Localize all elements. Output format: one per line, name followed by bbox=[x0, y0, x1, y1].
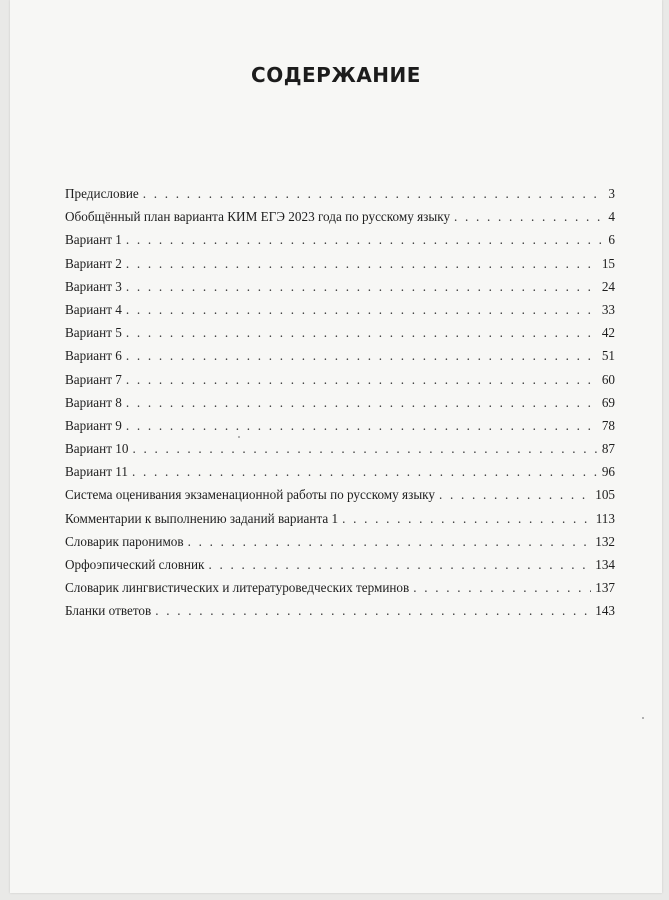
toc-entry bbox=[65, 603, 615, 626]
toc-entry-label: Предисловие bbox=[65, 186, 139, 201]
toc-entry-label: Вариант 2 bbox=[65, 255, 122, 271]
dot-leader bbox=[188, 534, 592, 550]
toc-entry-page: 24 bbox=[601, 278, 615, 294]
toc-entry-page: 96 bbox=[601, 464, 615, 480]
toc-entry bbox=[65, 232, 615, 255]
toc-entry bbox=[65, 279, 615, 302]
dot-leader bbox=[126, 418, 598, 434]
toc-entry-label: Вариант 11 bbox=[65, 464, 128, 480]
toc-entry-page: 137 bbox=[595, 580, 615, 596]
toc-entry-page: 113 bbox=[595, 510, 615, 526]
toc-entry-label: Комментарии к выполнению заданий варианта 1 bbox=[65, 510, 339, 526]
toc-entry-page: 42 bbox=[601, 325, 615, 341]
toc-entry-label: Словарик паронимов bbox=[65, 533, 184, 549]
toc-entry-label: Орфоэпический словник bbox=[65, 557, 205, 572]
toc-entry-page: 60 bbox=[601, 371, 615, 387]
table-of-contents bbox=[65, 186, 615, 627]
toc-entry-label: Словарик лингвистических и литературоведческих терминов bbox=[65, 580, 410, 596]
toc-entry bbox=[65, 256, 615, 279]
toc-entry bbox=[65, 395, 615, 418]
toc-entry bbox=[65, 209, 615, 232]
toc-entry-page: 6 bbox=[608, 232, 615, 248]
toc-entry-label: Вариант 10 bbox=[65, 441, 129, 457]
dot-leader bbox=[439, 487, 591, 503]
toc-entry-label: Вариант 3 bbox=[65, 278, 122, 294]
paper-speck bbox=[642, 717, 644, 719]
toc-entry-page: 51 bbox=[601, 348, 615, 364]
toc-entry bbox=[65, 302, 615, 325]
dot-leader bbox=[155, 603, 591, 619]
toc-entry-page: 33 bbox=[601, 301, 615, 317]
toc-entry bbox=[65, 186, 615, 209]
toc-entry-label: Бланки ответов bbox=[65, 603, 152, 619]
toc-entry-label: Обобщённый план варианта КИМ ЕГЭ 2023 года по русскому языку bbox=[65, 209, 451, 225]
dot-leader bbox=[454, 209, 604, 225]
dot-leader bbox=[126, 372, 598, 388]
toc-entry bbox=[65, 418, 615, 441]
toc-entry bbox=[65, 534, 615, 557]
dot-leader bbox=[208, 557, 591, 573]
page-title: СОДЕРЖАНИЕ bbox=[251, 63, 421, 87]
toc-entry-label: Вариант 9 bbox=[65, 417, 122, 433]
toc-entry bbox=[65, 511, 615, 534]
toc-entry-label: Вариант 6 bbox=[65, 348, 122, 364]
dot-leader bbox=[126, 232, 605, 248]
toc-entry bbox=[65, 372, 615, 395]
toc-entry bbox=[65, 580, 615, 603]
dot-leader bbox=[126, 302, 598, 318]
toc-entry-page: 134 bbox=[595, 557, 615, 572]
dot-leader bbox=[126, 256, 598, 272]
dot-leader bbox=[126, 325, 598, 341]
toc-entry bbox=[65, 464, 615, 487]
toc-entry-label: Вариант 5 bbox=[65, 325, 122, 341]
paper-speck bbox=[238, 436, 240, 438]
toc-entry-label: Система оценивания экзаменационной работы по русскому языку bbox=[65, 487, 435, 503]
toc-entry-page: 105 bbox=[595, 487, 615, 503]
toc-entry-page: 78 bbox=[601, 417, 615, 433]
dot-leader bbox=[126, 395, 598, 411]
toc-entry-page: 69 bbox=[601, 394, 615, 410]
toc-entry-page: 87 bbox=[601, 441, 615, 457]
toc-entry-page: 4 bbox=[608, 209, 615, 225]
toc-entry-page: 3 bbox=[608, 186, 615, 201]
toc-entry bbox=[65, 441, 615, 464]
toc-entry bbox=[65, 348, 615, 371]
dot-leader bbox=[342, 511, 592, 527]
toc-entry bbox=[65, 325, 615, 348]
toc-entry-label: Вариант 7 bbox=[65, 371, 122, 387]
toc-entry bbox=[65, 557, 615, 580]
dot-leader bbox=[132, 441, 597, 457]
dot-leader bbox=[126, 348, 598, 364]
toc-entry bbox=[65, 487, 615, 510]
toc-entry-page: 143 bbox=[595, 603, 615, 619]
document-page bbox=[10, 0, 662, 893]
dot-leader bbox=[413, 580, 591, 596]
dot-leader bbox=[143, 186, 605, 202]
toc-entry-page: 132 bbox=[595, 533, 615, 549]
toc-entry-label: Вариант 1 bbox=[65, 232, 122, 248]
toc-entry-page: 15 bbox=[601, 255, 615, 271]
dot-leader bbox=[132, 464, 598, 480]
toc-entry-label: Вариант 8 bbox=[65, 394, 122, 410]
toc-entry-label: Вариант 4 bbox=[65, 301, 122, 317]
dot-leader bbox=[126, 279, 598, 295]
